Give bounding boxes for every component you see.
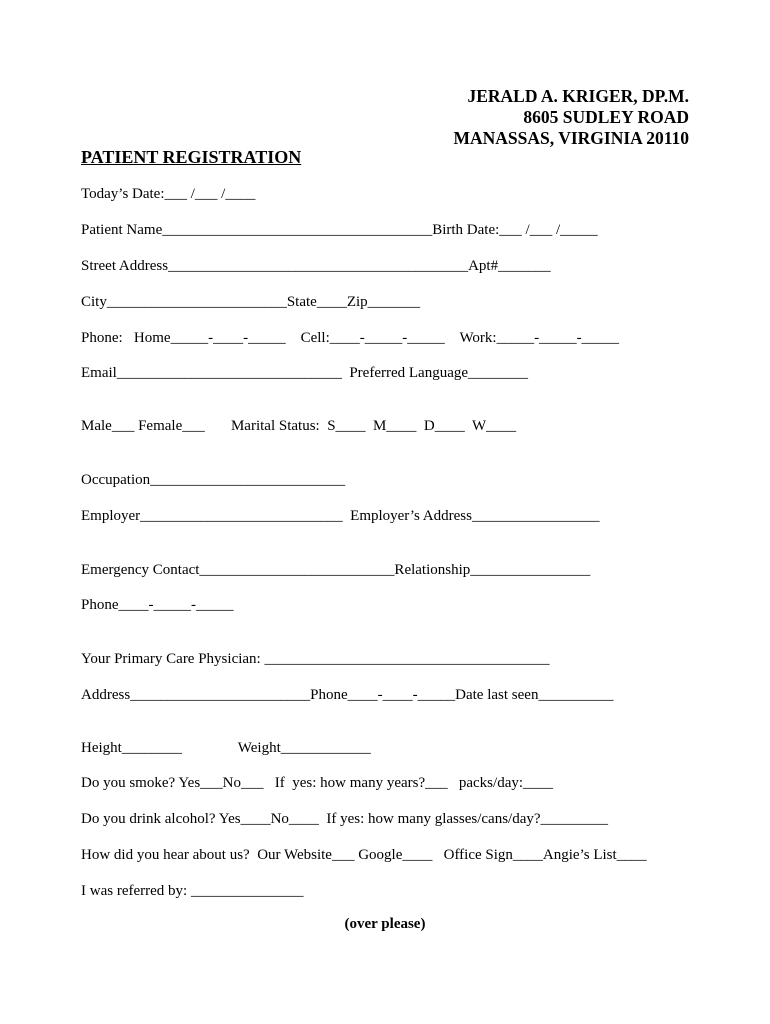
patient-name-field[interactable]: Patient Name____________________________________Birth Date:___ /___ /_____ <box>81 222 598 238</box>
referred-by-field[interactable]: I was referred by: _______________ <box>81 883 304 899</box>
over-please-note: (over please) <box>344 916 426 932</box>
employer-field[interactable]: Employer___________________________ Employer’s Address_________________ <box>81 508 600 524</box>
occupation-field[interactable]: Occupation__________________________ <box>81 472 346 488</box>
sex-marital-field[interactable]: Male___ Female___ Marital Status: S____ M____ D____ W____ <box>81 418 517 434</box>
height-weight-field[interactable]: Height________ Weight____________ <box>81 740 371 756</box>
page-title: PATIENT REGISTRATION <box>81 147 302 167</box>
emergency-contact-field[interactable]: Emergency Contact__________________________Relationship________________ <box>81 562 591 578</box>
emergency-phone-field[interactable]: Phone____-_____-_____ <box>81 597 234 613</box>
street-address-field[interactable]: Street Address________________________________________Apt#_______ <box>81 258 551 274</box>
city-state-zip-field[interactable]: City________________________State____Zip_______ <box>81 294 421 310</box>
doctor-city: MANASSAS, VIRGINIA 20110 <box>453 128 689 148</box>
doctor-name: JERALD A. KRIGER, DP.M. <box>467 86 689 106</box>
todays-date-field[interactable]: Today’s Date:___ /___ /____ <box>81 186 256 202</box>
alcohol-field[interactable]: Do you drink alcohol? Yes____No____ If yes: how many glasses/cans/day?_________ <box>81 811 609 827</box>
email-language-field[interactable]: Email______________________________ Preferred Language________ <box>81 365 529 381</box>
phone-numbers-field[interactable]: Phone: Home_____-____-_____ Cell:____-_____-_____ Work:_____-_____-_____ <box>81 330 620 346</box>
referral-source-field[interactable]: How did you hear about us? Our Website___ Google____ Office Sign____Angie’s List____ <box>81 847 647 863</box>
doctor-street: 8605 SUDLEY ROAD <box>523 107 689 127</box>
physician-address-field[interactable]: Address________________________Phone____-____-_____Date last seen__________ <box>81 687 614 703</box>
primary-physician-field[interactable]: Your Primary Care Physician: ______________________________________ <box>81 651 550 667</box>
smoking-field[interactable]: Do you smoke? Yes___No___ If yes: how many years?___ packs/day:____ <box>81 775 554 791</box>
